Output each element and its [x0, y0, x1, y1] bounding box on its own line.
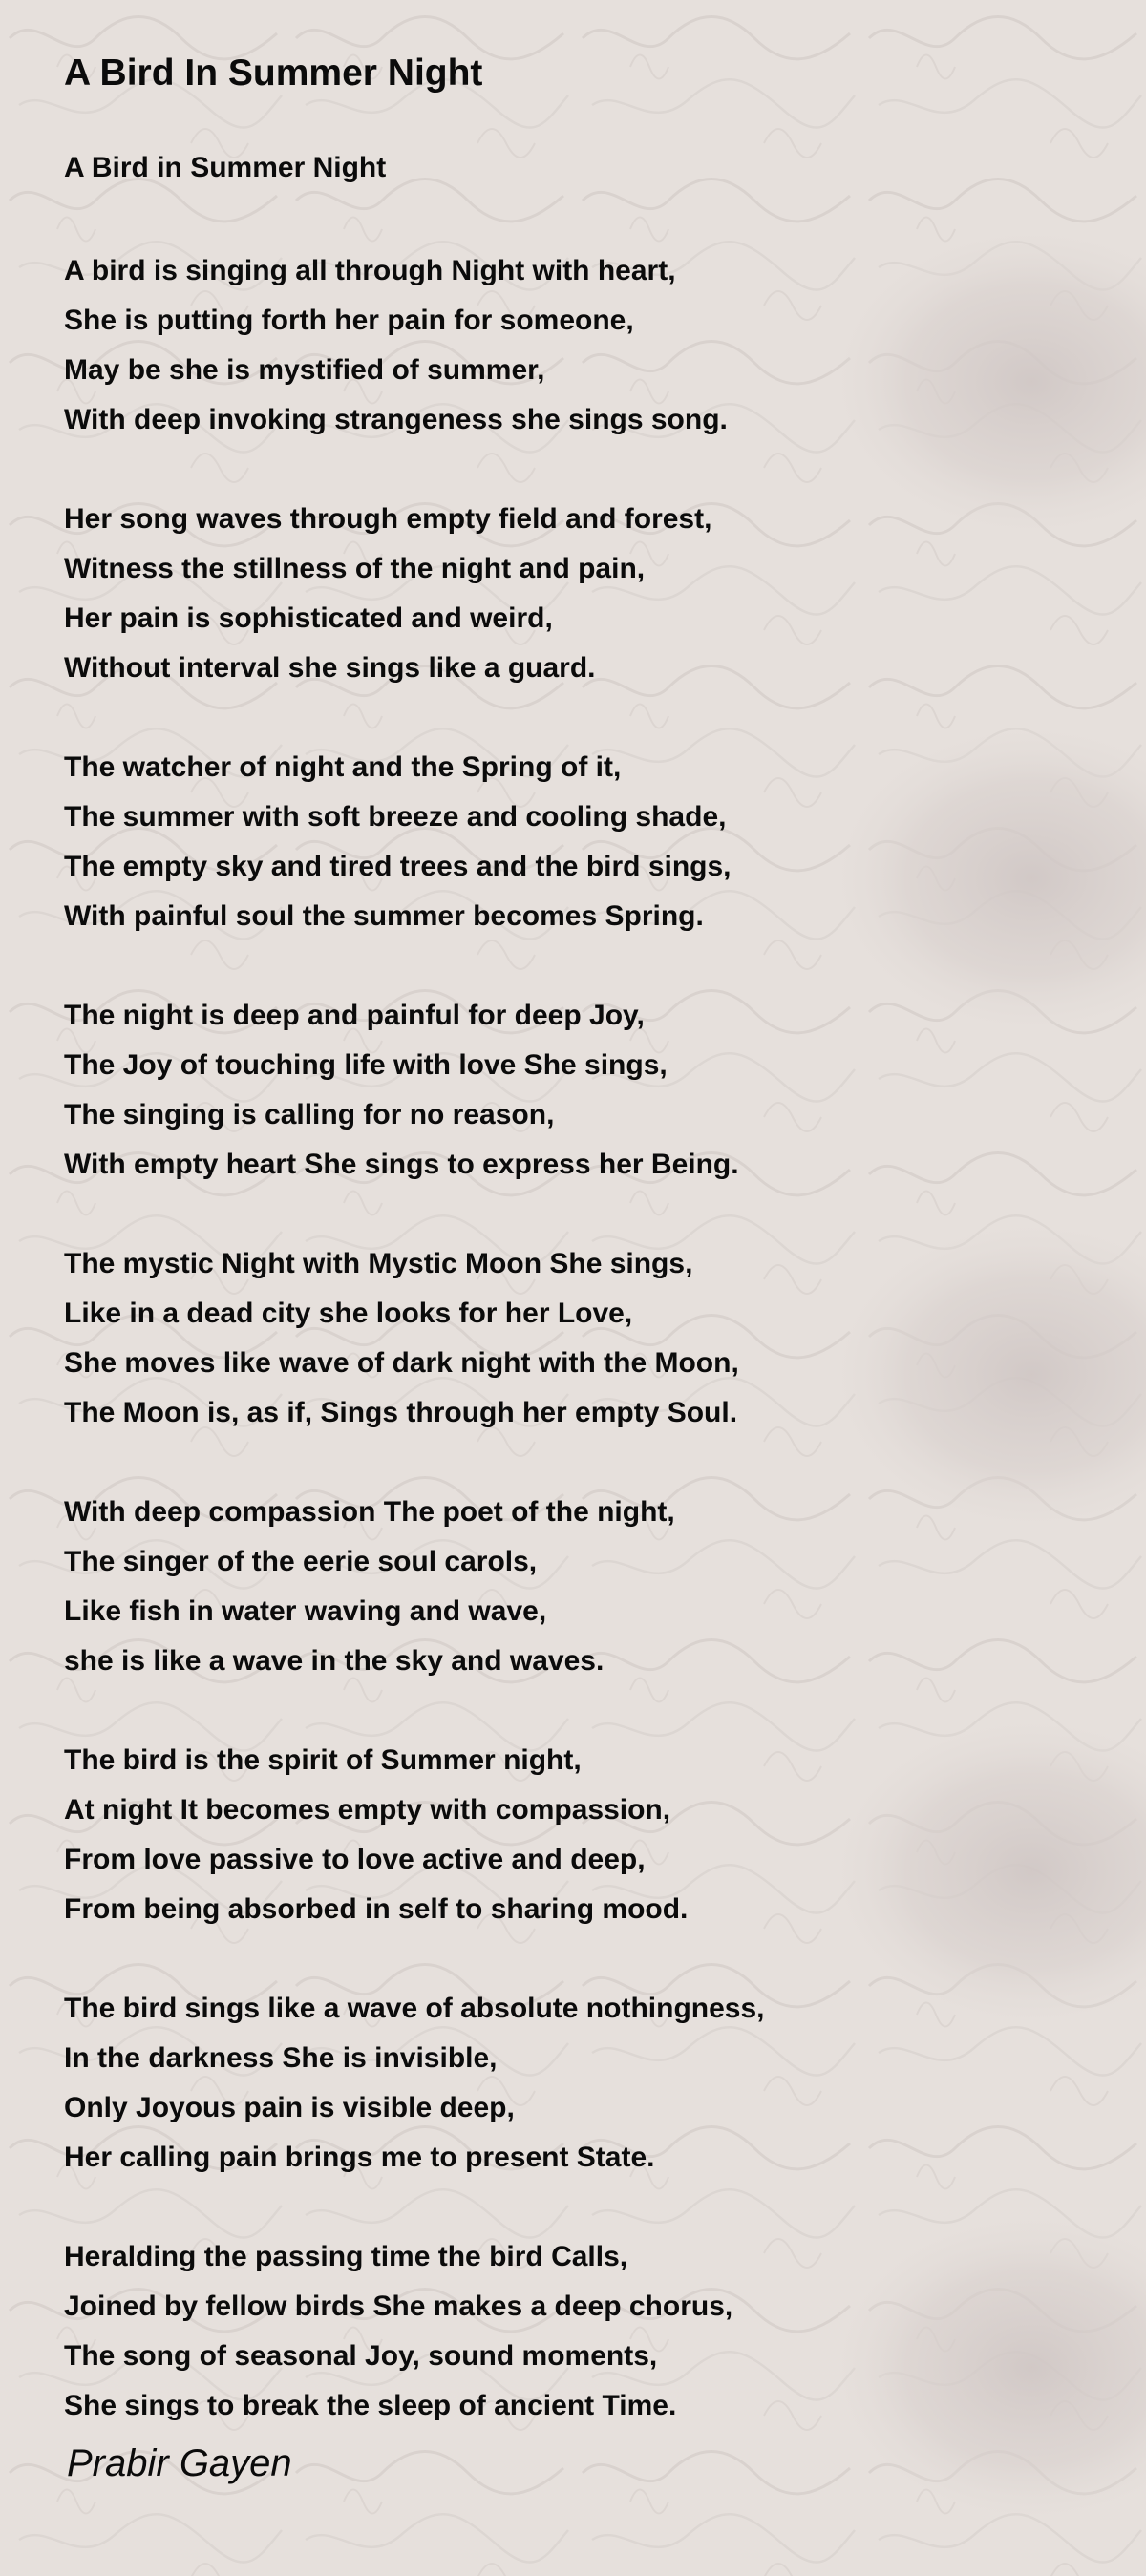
poem-line: The mystic Night with Mystic Moon She sings, [64, 1248, 693, 1279]
poem-line: Her pain is sophisticated and weird, [64, 602, 553, 634]
poem-line: The summer with soft breeze and cooling shade, [64, 801, 727, 833]
poem-line: Like fish in water waving and wave, [64, 1595, 547, 1627]
poem-author: Prabir Gayen [67, 2442, 292, 2484]
poem-line: She is putting forth her pain for someone, [64, 305, 634, 336]
poem-line: Her calling pain brings me to present State. [64, 2142, 655, 2173]
poem-line: The watcher of night and the Spring of it, [64, 751, 622, 783]
poem-line: From love passive to love active and deep, [64, 1844, 646, 1875]
poem-line: The bird sings like a wave of absolute nothingness, [64, 1993, 765, 2024]
poem-line: The Joy of touching life with love She sings, [64, 1049, 668, 1081]
poem-line: The song of seasonal Joy, sound moments, [64, 2340, 658, 2372]
poem-line: Joined by fellow birds She makes a deep chorus, [64, 2291, 733, 2322]
poem-line: Only Joyous pain is visible deep, [64, 2092, 515, 2123]
poem-line: Without interval she sings like a guard. [64, 652, 596, 684]
poem-line: The singing is calling for no reason, [64, 1099, 555, 1130]
poem-line: At night It becomes empty with compassion, [64, 1794, 671, 1826]
poem-line: She sings to break the sleep of ancient Time. [64, 2390, 677, 2421]
stanza [64, 246, 728, 445]
stanza [64, 743, 732, 941]
poem-line: With deep compassion The poet of the night, [64, 1496, 675, 1528]
poem-line: She moves like wave of dark night with the Moon, [64, 1347, 739, 1379]
poem-line: From being absorbed in self to sharing mood. [64, 1893, 689, 1925]
poem-subtitle: A Bird in Summer Night [64, 152, 387, 183]
poem-line: she is like a wave in the sky and waves. [64, 1645, 605, 1677]
poem-line: Witness the stillness of the night and pain, [64, 553, 646, 584]
stanza [64, 991, 739, 1190]
poem-line: With painful soul the summer becomes Spring. [64, 900, 704, 932]
stanza [64, 2232, 732, 2431]
stanza [64, 1736, 688, 1934]
poem-line: Her song waves through empty field and forest, [64, 503, 712, 535]
poem-line: A bird is singing all through Night with heart, [64, 255, 676, 286]
poem-line: Like in a dead city she looks for her Love, [64, 1298, 633, 1329]
poem-line: In the darkness She is invisible, [64, 2042, 498, 2074]
poem-content [64, 48, 1095, 2421]
poem-line: May be she is mystified of summer, [64, 354, 545, 386]
stanza [64, 1488, 675, 1686]
poem-line: With empty heart She sings to express her Being. [64, 1149, 739, 1180]
poem-line: The bird is the spirit of Summer night, [64, 1744, 582, 1776]
poem-line: The Moon is, as if, Sings through her empty Soul. [64, 1397, 738, 1428]
poem-line: With deep invoking strangeness she sings song. [64, 404, 728, 435]
stanza [64, 495, 711, 693]
poem-line: The night is deep and painful for deep Joy, [64, 1000, 645, 1031]
poem-line: The singer of the eerie soul carols, [64, 1546, 538, 1577]
poem-line: Heralding the passing time the bird Calls, [64, 2241, 628, 2272]
poem-line: The empty sky and tired trees and the bird sings, [64, 851, 732, 882]
poem-title: A Bird In Summer Night [64, 53, 483, 94]
stanza [64, 1239, 739, 1438]
stanza [64, 1984, 764, 2183]
